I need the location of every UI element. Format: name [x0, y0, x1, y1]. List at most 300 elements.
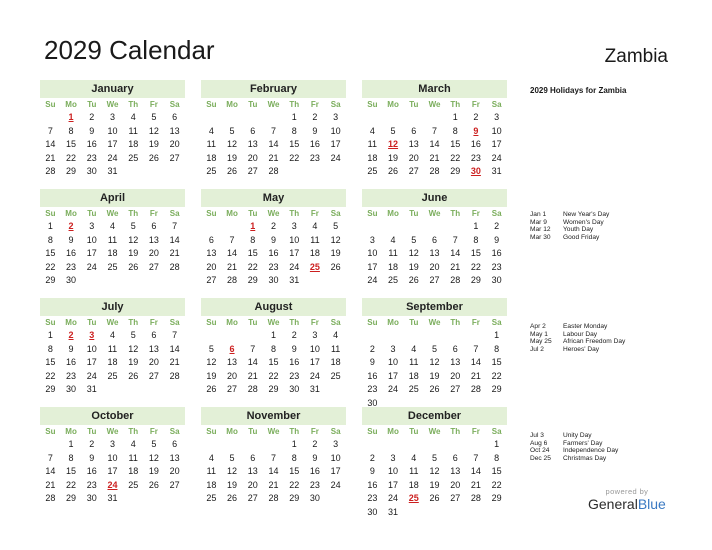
day-cell: 22 — [66, 152, 77, 163]
month-name: October — [40, 407, 185, 425]
day-cell: 25 — [107, 370, 118, 381]
holiday-list — [530, 432, 618, 462]
day-cell: 18 — [107, 248, 118, 258]
day-grid — [40, 425, 185, 506]
holiday-date: Mar 12 — [530, 226, 551, 234]
weekday-label: Mo — [226, 209, 238, 218]
day-cell: 31 — [309, 384, 320, 394]
weekday-label: Th — [450, 100, 461, 109]
day-cell: 22 — [289, 479, 300, 490]
weekday-label: Fr — [471, 100, 480, 109]
day-cell: 20 — [408, 152, 419, 163]
day-cell: 22 — [66, 479, 77, 490]
day-cell: 26 — [128, 261, 139, 272]
day-cell: 5 — [151, 112, 157, 122]
day-cell: 14 — [169, 343, 180, 354]
day-cell: 26 — [227, 493, 238, 503]
day-cell: 4 — [109, 221, 115, 231]
weekday-label: Fr — [310, 427, 319, 436]
weekday-label: Su — [45, 427, 56, 436]
day-cell: 28 — [45, 493, 56, 503]
day-cell: 7 — [250, 343, 256, 354]
month-april — [40, 189, 185, 299]
day-cell: 25 — [367, 166, 378, 176]
day-cell: 18 — [309, 248, 320, 258]
day-cell: 16 — [309, 139, 320, 149]
day-cell: 30 — [66, 275, 77, 285]
day-cell: 13 — [408, 139, 419, 149]
day-cell: 3 — [333, 439, 339, 449]
holiday-list — [530, 323, 625, 353]
holiday-name: Heroes' Day — [563, 345, 600, 353]
empty-cell — [403, 329, 424, 343]
holiday-name: Good Friday — [563, 233, 600, 241]
weekday-label: Su — [45, 318, 56, 327]
empty-cell — [466, 438, 487, 452]
day-cell: 31 — [491, 166, 502, 176]
day-cell: 10 — [86, 343, 97, 354]
day-cell: 21 — [247, 370, 258, 381]
day-cell: 5 — [208, 343, 214, 354]
day-cell: 20 — [206, 261, 217, 272]
day-cell: 11 — [128, 452, 138, 463]
day-cell: 5 — [151, 439, 157, 449]
day-cell: 18 — [128, 139, 139, 149]
day-cell: 12 — [429, 357, 440, 367]
day-cell: 7 — [229, 234, 235, 245]
weekday-label: We — [428, 100, 441, 109]
day-cell: 2 — [291, 330, 297, 340]
day-cell: 19 — [206, 370, 217, 381]
day-cell: 7 — [473, 343, 479, 354]
weekday-label: Sa — [330, 209, 341, 218]
day-cell: 20 — [169, 139, 180, 149]
day-cell: 8 — [494, 343, 500, 354]
day-cell: 6 — [172, 439, 178, 449]
empty-cell — [424, 111, 445, 125]
day-cell: 17 — [330, 139, 341, 149]
day-grid — [40, 98, 185, 179]
month-july — [40, 298, 185, 408]
weekday-label: Su — [45, 209, 56, 218]
brand-general: General — [588, 496, 638, 512]
empty-cell — [362, 329, 383, 343]
day-cell: 25 — [206, 493, 217, 503]
weekday-label: Tu — [248, 100, 258, 109]
weekday-label: Mo — [226, 427, 238, 436]
day-cell: 12 — [429, 466, 440, 476]
weekday-label: Th — [289, 100, 300, 109]
weekday-label: Th — [289, 318, 300, 327]
empty-cell — [424, 438, 445, 452]
day-cell: 13 — [148, 343, 159, 354]
weekday-label: We — [267, 427, 280, 436]
weekday-label: Mo — [226, 100, 238, 109]
day-cell: 23 — [268, 261, 279, 272]
day-cell: 12 — [128, 234, 139, 245]
weekday-label: Th — [450, 209, 461, 218]
day-cell: 28 — [470, 384, 481, 394]
day-cell: 18 — [408, 370, 419, 381]
holiday-date: Mar 30 — [530, 233, 551, 241]
day-cell: 26 — [429, 493, 440, 503]
weekday-label: Th — [128, 100, 139, 109]
weekday-label: Tu — [409, 318, 419, 327]
holiday-date: Aug 6 — [530, 439, 548, 447]
day-cell: 8 — [473, 234, 479, 245]
holiday-day: 25 — [408, 493, 419, 503]
day-cell: 17 — [330, 466, 341, 476]
day-cell: 13 — [450, 466, 461, 476]
month-november — [201, 407, 346, 517]
day-cell: 28 — [268, 166, 279, 176]
day-cell: 21 — [429, 152, 440, 163]
day-cell: 9 — [270, 234, 276, 245]
day-cell: 20 — [148, 357, 159, 367]
weekday-label: Su — [206, 100, 217, 109]
weekday-label: Su — [367, 427, 378, 436]
day-cell: 5 — [431, 452, 437, 463]
weekday-label: We — [106, 100, 119, 109]
day-cell: 13 — [247, 139, 258, 149]
day-cell: 26 — [148, 152, 159, 163]
country-name: Zambia — [604, 46, 668, 67]
day-cell: 10 — [289, 234, 300, 245]
day-grid — [362, 98, 507, 179]
day-cell: 10 — [491, 125, 502, 136]
month-name: January — [40, 80, 185, 98]
day-cell: 9 — [68, 343, 74, 354]
day-grid — [40, 207, 185, 288]
day-cell: 9 — [291, 343, 297, 354]
day-cell: 15 — [45, 357, 56, 367]
month-september — [362, 298, 507, 408]
day-cell: 14 — [268, 139, 279, 149]
day-cell: 27 — [408, 166, 419, 176]
holiday-row — [530, 455, 618, 463]
day-cell: 12 — [227, 466, 238, 476]
day-cell: 19 — [388, 152, 399, 163]
day-cell: 1 — [473, 221, 479, 231]
day-cell: 10 — [86, 234, 97, 245]
weekday-label: Tu — [409, 100, 419, 109]
day-cell: 13 — [148, 234, 159, 245]
day-cell: 3 — [390, 452, 396, 463]
weekday-label: Mo — [387, 318, 399, 327]
weekday-label: Tu — [248, 318, 258, 327]
weekday-label: Mo — [226, 318, 238, 327]
day-cell: 14 — [450, 248, 461, 258]
day-cell: 10 — [330, 125, 341, 136]
holiday-day: 9 — [473, 125, 479, 136]
day-cell: 3 — [369, 234, 375, 245]
day-cell: 18 — [107, 357, 118, 367]
weekday-label: Sa — [330, 427, 341, 436]
day-cell: 30 — [66, 384, 77, 394]
day-cell: 30 — [289, 384, 300, 394]
day-cell: 24 — [367, 275, 378, 285]
day-cell: 13 — [247, 466, 258, 476]
day-cell: 19 — [429, 479, 440, 490]
brand-blue: Blue — [637, 496, 666, 512]
day-cell: 20 — [227, 370, 238, 381]
empty-cell — [403, 220, 424, 234]
weekday-label: Su — [206, 427, 217, 436]
day-cell: 13 — [169, 125, 180, 136]
day-cell: 23 — [470, 152, 481, 163]
day-cell: 15 — [491, 357, 502, 367]
day-grid — [362, 425, 507, 519]
day-cell: 24 — [388, 384, 399, 394]
day-cell: 6 — [431, 234, 437, 245]
day-cell: 6 — [452, 452, 458, 463]
day-cell: 3 — [109, 112, 115, 122]
day-grid — [201, 207, 346, 288]
page-title: 2029 Calendar — [44, 35, 215, 65]
day-cell: 18 — [367, 152, 378, 163]
empty-cell — [403, 438, 424, 452]
weekday-label: Fr — [149, 100, 158, 109]
day-cell: 19 — [148, 139, 159, 149]
holiday-row — [530, 323, 625, 331]
day-cell: 17 — [86, 248, 97, 258]
day-cell: 27 — [450, 384, 461, 394]
day-cell: 7 — [172, 330, 178, 340]
empty-cell — [242, 329, 263, 343]
day-cell: 31 — [289, 275, 300, 285]
day-cell: 27 — [247, 493, 258, 503]
day-cell: 31 — [86, 384, 97, 394]
day-cell: 3 — [89, 221, 95, 231]
month-name: May — [201, 189, 346, 207]
day-cell: 6 — [452, 343, 458, 354]
holiday-row — [530, 447, 618, 455]
day-cell: 15 — [289, 466, 300, 476]
weekday-label: Su — [367, 100, 378, 109]
day-cell: 16 — [470, 139, 481, 149]
day-cell: 20 — [247, 152, 258, 163]
holiday-row — [530, 211, 609, 219]
day-cell: 29 — [470, 275, 481, 285]
day-cell: 14 — [470, 466, 481, 476]
empty-cell — [383, 329, 404, 343]
day-cell: 8 — [47, 234, 53, 245]
day-cell: 16 — [86, 139, 97, 149]
weekday-label: Fr — [310, 209, 319, 218]
weekday-label: Tu — [248, 209, 258, 218]
day-cell: 5 — [229, 125, 235, 136]
empty-cell — [222, 329, 243, 343]
day-cell: 5 — [229, 452, 235, 463]
weekday-label: Tu — [409, 427, 419, 436]
day-cell: 10 — [367, 248, 378, 258]
day-cell: 28 — [268, 493, 279, 503]
day-cell: 15 — [268, 357, 279, 367]
weekday-label: Sa — [169, 209, 180, 218]
day-cell: 24 — [491, 152, 502, 163]
weekday-label: Tu — [248, 427, 258, 436]
day-cell: 17 — [367, 261, 378, 272]
day-cell: 15 — [247, 248, 258, 258]
empty-cell — [445, 220, 466, 234]
day-cell: 23 — [86, 152, 97, 163]
weekday-label: Fr — [471, 209, 480, 218]
day-cell: 29 — [491, 384, 502, 394]
day-cell: 2 — [369, 343, 375, 354]
weekday-label: We — [267, 318, 280, 327]
empty-cell — [222, 438, 243, 452]
day-cell: 1 — [494, 439, 500, 449]
day-cell: 17 — [309, 357, 320, 367]
empty-cell — [222, 111, 243, 125]
day-cell: 1 — [68, 439, 74, 449]
day-cell: 24 — [330, 479, 341, 490]
month-name: June — [362, 189, 507, 207]
day-cell: 8 — [250, 234, 256, 245]
day-cell: 9 — [369, 466, 375, 476]
day-cell: 11 — [388, 248, 398, 258]
day-cell: 29 — [268, 384, 279, 394]
day-cell: 19 — [429, 370, 440, 381]
day-cell: 7 — [47, 125, 53, 136]
day-cell: 2 — [494, 221, 500, 231]
day-cell: 26 — [206, 384, 217, 394]
day-cell: 1 — [494, 330, 500, 340]
day-cell: 16 — [86, 466, 97, 476]
day-cell: 10 — [388, 357, 399, 367]
day-cell: 18 — [408, 479, 419, 490]
weekday-label: Mo — [65, 318, 77, 327]
weekday-label: Su — [45, 100, 56, 109]
day-cell: 25 — [107, 261, 118, 272]
day-cell: 16 — [367, 370, 378, 381]
day-cell: 29 — [450, 166, 461, 176]
empty-cell — [201, 220, 222, 234]
day-cell: 19 — [128, 248, 139, 258]
day-cell: 22 — [491, 479, 502, 490]
day-cell: 24 — [289, 261, 300, 272]
day-cell: 29 — [247, 275, 258, 285]
day-cell: 28 — [429, 166, 440, 176]
day-cell: 23 — [367, 493, 378, 503]
day-cell: 9 — [369, 357, 375, 367]
month-october — [40, 407, 185, 517]
day-cell: 2 — [473, 112, 479, 122]
holiday-day: 1 — [68, 112, 74, 122]
day-cell: 15 — [66, 139, 77, 149]
day-cell: 13 — [429, 248, 440, 258]
day-cell: 25 — [206, 166, 217, 176]
empty-cell — [424, 329, 445, 343]
day-cell: 26 — [227, 166, 238, 176]
day-cell: 3 — [109, 439, 115, 449]
day-cell: 22 — [45, 261, 56, 272]
day-cell: 23 — [367, 384, 378, 394]
weekday-label: Fr — [310, 100, 319, 109]
day-cell: 15 — [66, 466, 77, 476]
day-cell: 14 — [45, 466, 56, 476]
day-cell: 4 — [411, 343, 417, 354]
weekday-label: Sa — [330, 318, 341, 327]
day-cell: 27 — [169, 152, 180, 163]
day-cell: 27 — [429, 275, 440, 285]
day-cell: 8 — [47, 343, 53, 354]
weekday-label: Tu — [87, 209, 97, 218]
brand-logo — [588, 496, 666, 512]
day-cell: 9 — [312, 125, 318, 136]
day-cell: 21 — [268, 479, 279, 490]
day-cell: 11 — [206, 139, 217, 149]
weekday-label: Sa — [491, 100, 502, 109]
day-cell: 8 — [291, 125, 297, 136]
day-grid — [201, 425, 346, 506]
weekday-label: We — [106, 318, 119, 327]
day-cell: 2 — [369, 452, 375, 463]
day-cell: 28 — [450, 275, 461, 285]
day-cell: 17 — [289, 248, 300, 258]
empty-cell — [383, 438, 404, 452]
weekday-label: Mo — [387, 209, 399, 218]
day-cell: 24 — [86, 370, 97, 381]
day-cell: 7 — [431, 125, 437, 136]
weekday-label: Sa — [491, 318, 502, 327]
day-cell: 19 — [128, 357, 139, 367]
day-cell: 26 — [330, 261, 341, 272]
day-cell: 13 — [227, 357, 238, 367]
day-cell: 26 — [388, 166, 399, 176]
day-cell: 19 — [227, 152, 238, 163]
weekday-label: We — [106, 209, 119, 218]
holiday-name: Independence Day — [563, 447, 619, 455]
day-cell: 12 — [408, 248, 419, 258]
day-cell: 7 — [47, 452, 53, 463]
day-cell: 25 — [330, 370, 341, 381]
holiday-name: African Freedom Day — [563, 338, 626, 346]
holiday-day: 1 — [250, 221, 256, 231]
day-cell: 28 — [247, 384, 258, 394]
day-cell: 4 — [208, 452, 214, 463]
day-cell: 9 — [89, 452, 95, 463]
day-cell: 11 — [128, 125, 138, 136]
day-cell: 21 — [450, 261, 461, 272]
day-cell: 6 — [250, 452, 256, 463]
holiday-date: May 25 — [530, 338, 552, 346]
day-cell: 4 — [109, 330, 115, 340]
holiday-date: Dec 25 — [530, 454, 551, 462]
day-cell: 29 — [491, 493, 502, 503]
day-cell: 15 — [491, 466, 502, 476]
weekday-label: Th — [450, 427, 461, 436]
day-cell: 4 — [130, 112, 136, 122]
day-cell: 11 — [206, 466, 217, 476]
day-cell: 1 — [270, 330, 276, 340]
month-name: February — [201, 80, 346, 98]
weekday-label: Th — [289, 427, 300, 436]
day-cell: 5 — [130, 221, 136, 231]
day-cell: 1 — [291, 439, 297, 449]
day-cell: 30 — [367, 397, 378, 408]
holiday-list — [530, 211, 609, 241]
day-cell: 4 — [333, 330, 339, 340]
weekday-label: Sa — [491, 427, 502, 436]
day-cell: 15 — [289, 139, 300, 149]
weekday-label: Sa — [169, 100, 180, 109]
day-cell: 28 — [169, 370, 180, 381]
day-cell: 14 — [227, 248, 238, 258]
month-name: September — [362, 298, 507, 316]
day-cell: 21 — [45, 479, 56, 490]
day-cell: 22 — [470, 261, 481, 272]
